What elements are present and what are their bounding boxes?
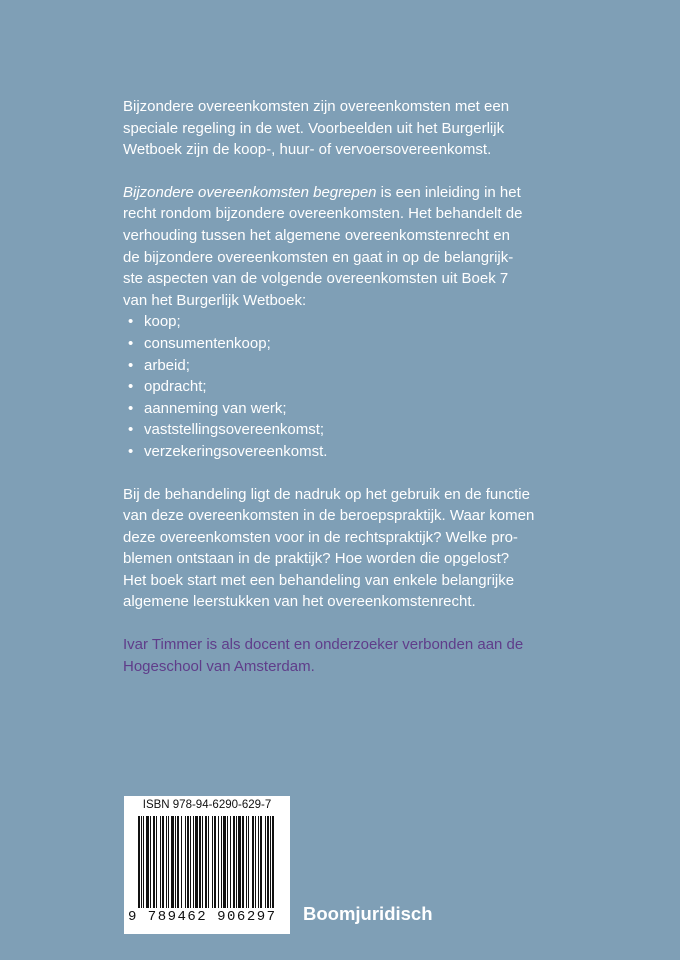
publisher-logo: Boomjuridisch	[303, 903, 433, 924]
description-line: ste aspecten van de volgende overeenkomsten uit Boek 7	[123, 270, 509, 288]
barcode-digits: 9 789462 906297	[128, 909, 277, 925]
list-item: • consumentenkoop;	[128, 333, 563, 355]
list-item: • aanneming van werk;	[128, 398, 563, 420]
author-line: Hogeschool van Amsterdam.	[123, 657, 315, 675]
description-paragraph	[123, 182, 563, 312]
author-paragraph	[123, 634, 563, 677]
list-item: • vaststellingsovereenkomst;	[128, 419, 563, 441]
description-line: recht rondom bijzondere overeenkomsten. Het behandelt de	[123, 205, 523, 223]
isbn-text: ISBN 978-94-6290-629-7	[142, 799, 272, 811]
description-line: van het Burgerlijk Wetboek:	[123, 291, 307, 309]
barcode-icon	[138, 816, 276, 908]
focus-line: blemen ontstaan in de praktijk? Hoe worden die opgelost?	[123, 550, 510, 568]
list-item: • verzekeringsovereenkomst.	[128, 441, 563, 463]
focus-paragraph	[123, 484, 563, 614]
intro-paragraph	[123, 96, 563, 161]
list-item: • arbeid;	[128, 355, 563, 377]
intro-line: speciale regeling in de wet. Voorbeelden uit het Burgerlijk	[123, 119, 505, 137]
back-cover-text	[123, 96, 563, 677]
focus-line: Bij de behandeling ligt de nadruk op het gebruik en de functie	[123, 485, 530, 503]
focus-line: algemene leerstukken van het overeenkomstenrecht.	[123, 593, 476, 611]
list-item: • koop;	[128, 311, 563, 333]
focus-line: van deze overeenkomsten in de beroepspraktijk. Waar komen	[123, 507, 535, 525]
intro-line: Bijzondere overeenkomsten zijn overeenkomsten met een	[123, 98, 510, 115]
agreement-list	[123, 311, 563, 462]
description-line: de bijzondere overeenkomsten en gaat in op de belangrijk-	[123, 248, 514, 266]
description-line: verhouding tussen het algemene overeenkomstenrecht en	[123, 226, 510, 244]
author-line: Ivar Timmer is als docent en onderzoeker verbonden aan de	[123, 636, 524, 654]
list-item: • opdracht;	[128, 376, 563, 398]
description-line: is een inleiding in het	[376, 183, 521, 201]
focus-line: deze overeenkomsten voor in de rechtspraktijk? Welke pro-	[123, 528, 518, 546]
focus-line: Het boek start met een behandeling van enkele belangrijke	[123, 571, 515, 589]
isbn-barcode-label	[124, 796, 290, 934]
book-title-italic: Bijzondere overeenkomsten begrepen	[123, 183, 377, 201]
intro-line: Wetboek zijn de koop-, huur- of vervoersovereenkomst.	[123, 141, 492, 159]
